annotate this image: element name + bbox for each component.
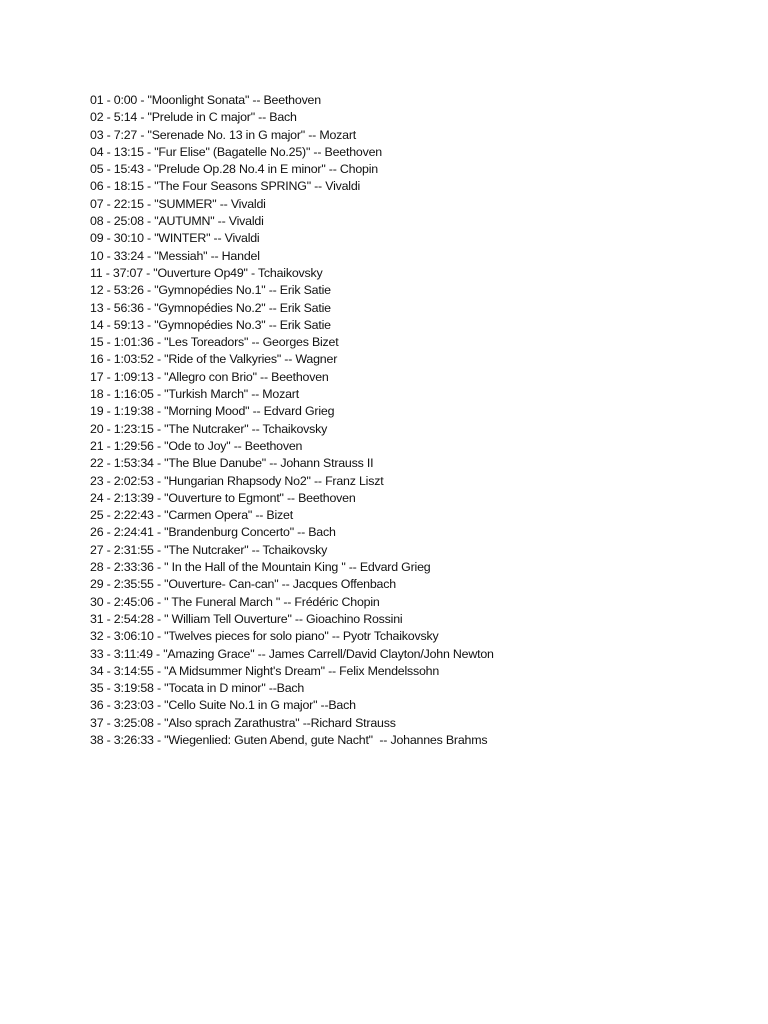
tracklist-line: 07 - 22:15 - "SUMMER" -- Vivaldi bbox=[90, 196, 266, 211]
tracklist-line: 09 - 30:10 - "WINTER" -- Vivaldi bbox=[90, 231, 260, 246]
tracklist-line: 24 - 2:13:39 - "Ouverture to Egmont" -- Beethoven bbox=[90, 490, 356, 505]
tracklist-line: 02 - 5:14 - "Prelude in C major" -- Bach bbox=[90, 110, 297, 125]
tracklist-line: 29 - 2:35:55 - "Ouverture- Can-can" -- Jacques Offenbach bbox=[90, 577, 396, 592]
tracklist-line: 08 - 25:08 - "AUTUMN" -- Vivaldi bbox=[90, 214, 264, 229]
tracklist-line: 36 - 3:23:03 - "Cello Suite No.1 in G major" --Bach bbox=[90, 698, 356, 713]
tracklist-line: 14 - 59:13 - "Gymnopédies No.3" -- Erik Satie bbox=[90, 317, 331, 332]
tracklist-line: 33 - 3:11:49 - "Amazing Grace" -- James Carrell/David Clayton/John Newton bbox=[90, 646, 494, 661]
tracklist-line: 37 - 3:25:08 - "Also sprach Zarathustra" --Richard Strauss bbox=[90, 715, 396, 730]
tracklist-line: 30 - 2:45:06 - " The Funeral March " -- Frédéric Chopin bbox=[90, 594, 380, 609]
tracklist-line: 35 - 3:19:58 - "Tocata in D minor" --Bach bbox=[90, 681, 305, 696]
tracklist-line: 19 - 1:19:38 - "Morning Mood" -- Edvard Grieg bbox=[90, 404, 335, 419]
tracklist-line: 10 - 33:24 - "Messiah" -- Handel bbox=[90, 248, 260, 263]
tracklist-line: 34 - 3:14:55 - "A Midsummer Night's Dream" -- Felix Mendelssohn bbox=[90, 663, 440, 678]
tracklist-line: 03 - 7:27 - "Serenade No. 13 in G major" -- Mozart bbox=[90, 127, 357, 142]
tracklist-line: 17 - 1:09:13 - "Allegro con Brio" -- Beethoven bbox=[90, 369, 329, 384]
tracklist-line: 12 - 53:26 - "Gymnopédies No.1" -- Erik Satie bbox=[90, 283, 331, 298]
tracklist-line: 06 - 18:15 - "The Four Seasons SPRING" -- Vivaldi bbox=[90, 179, 361, 194]
tracklist-line: 27 - 2:31:55 - "The Nutcraker" -- Tchaikovsky bbox=[90, 542, 328, 557]
tracklist-line: 28 - 2:33:36 - " In the Hall of the Mountain King " -- Edvard Grieg bbox=[90, 560, 431, 575]
tracklist-line: 04 - 13:15 - "Fur Elise" (Bagatelle No.25)" -- Beethoven bbox=[90, 144, 382, 159]
tracklist-line: 21 - 1:29:56 - "Ode to Joy" -- Beethoven bbox=[90, 438, 303, 453]
tracklist-line: 31 - 2:54:28 - " William Tell Ouverture" -- Gioachino Rossini bbox=[90, 611, 403, 626]
tracklist-line: 15 - 1:01:36 - "Les Toreadors" -- Georges Bizet bbox=[90, 335, 339, 350]
tracklist-line: 16 - 1:03:52 - "Ride of the Valkyries" -- Wagner bbox=[90, 352, 338, 367]
tracklist-line: 38 - 3:26:33 - "Wiegenlied: Guten Abend, gute Nacht" -- Johannes Brahms bbox=[90, 732, 488, 747]
tracklist-line: 25 - 2:22:43 - "Carmen Opera" -- Bizet bbox=[90, 508, 293, 523]
tracklist-line: 26 - 2:24:41 - "Brandenburg Concerto" -- Bach bbox=[90, 525, 336, 540]
tracklist-line: 18 - 1:16:05 - "Turkish March" -- Mozart bbox=[90, 387, 299, 402]
tracklist-line: 20 - 1:23:15 - "The Nutcraker" -- Tchaikovsky bbox=[90, 421, 328, 436]
tracklist-line: 11 - 37:07 - "Ouverture Op49" - Tchaikovsky bbox=[90, 265, 323, 280]
tracklist-line: 32 - 3:06:10 - "Twelves pieces for solo piano" -- Pyotr Tchaikovsky bbox=[90, 629, 439, 644]
tracklist-line: 05 - 15:43 - "Prelude Op.28 No.4 in E minor" -- Chopin bbox=[90, 162, 378, 177]
tracklist bbox=[90, 92, 494, 749]
tracklist-line: 13 - 56:36 - "Gymnopédies No.2" -- Erik Satie bbox=[90, 300, 331, 315]
tracklist-line: 22 - 1:53:34 - "The Blue Danube" -- Johann Strauss II bbox=[90, 456, 374, 471]
tracklist-line: 01 - 0:00 - "Moonlight Sonata" -- Beethoven bbox=[90, 93, 321, 107]
tracklist-line: 23 - 2:02:53 - "Hungarian Rhapsody No2" -- Franz Liszt bbox=[90, 473, 384, 488]
